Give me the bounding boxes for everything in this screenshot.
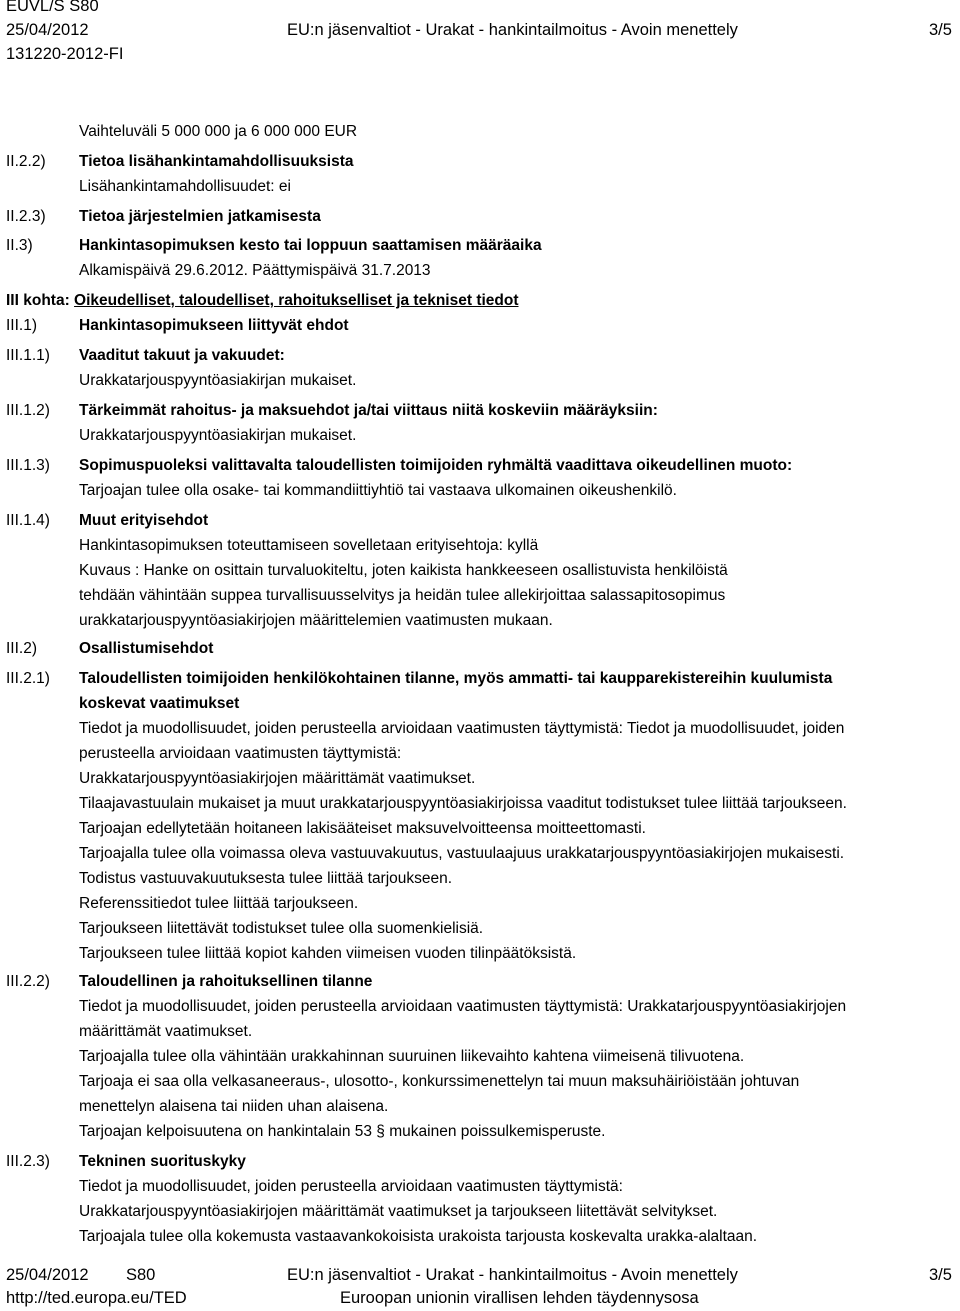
header-page: 3/5 [929,21,952,39]
section-number: III.2.3) [6,1153,50,1170]
body-line: Alkamispäivä 29.6.2012. Päättymispäivä 31.7.2013 [79,262,431,279]
footer-title: EU:n jäsenvaltiot - Urakat - hankintailmoitus - Avoin menettely [287,1266,738,1284]
body-line: Hankintasopimuksen toteuttamiseen sovelletaan erityisehtoja: kyllä [79,537,539,554]
body-line: Tiedot ja muodollisuudet, joiden perusteella arvioidaan vaatimusten täyttymistä: Urakkatarjouspyyntöasiakirjojen [79,998,847,1015]
body-line: tehdään vähintään suppea turvallisuusselvitys ja heidän tulee allekirjoittaa salassapitosopimus [79,587,726,604]
body-heading: koskevat vaatimukset [79,695,240,712]
body-line: Tiedot ja muodollisuudet, joiden perusteella arvioidaan vaatimusten täyttymistä: [79,1178,623,1195]
body-line: Tarjoajalla tulee olla voimassa oleva vastuuvakuutus, vastuulaajuus urakkatarjouspyyntöasiakirjojen mukaisesti. [79,845,845,862]
section-number: II.2.3) [6,208,46,225]
body-line: Tiedot ja muodollisuudet, joiden perusteella arvioidaan vaatimusten täyttymistä: Tiedot ja muodollisuudet, joiden [79,720,845,737]
section-number: III.2) [6,640,38,657]
body-line: urakkatarjouspyyntöasiakirjojen määrittelemien vaatimusten mukaan. [79,612,553,629]
body-line: Kuvaus : Hanke on osittain turvaluokiteltu, joten kaikista hankkeeseen osallistuvista henkilöistä [79,562,728,579]
body-line: Tarjoukseen tulee liittää kopiot kahden viimeisen vuoden tilinpäätöksistä. [79,945,577,962]
part-heading [6,292,519,311]
footer-date: 25/04/2012 [6,1266,89,1284]
body-heading: Hankintasopimukseen liittyvät ehdot [79,317,349,334]
body-heading: Muut erityisehdot [79,512,209,529]
header-ref: 131220-2012-FI [6,45,124,63]
part-prefix: III kohta: [6,292,70,309]
body-line: Tarjoaja ei saa olla velkasaneeraus-, ulosotto-, konkurssimenettelyn tai muun maksuhäiriöistään johtuvan [79,1073,800,1090]
body-line: Lisähankintamahdollisuudet: ei [79,178,291,195]
body-line: perusteella arvioidaan vaatimusten täyttymistä: [79,745,402,762]
body-line: Urakkatarjouspyyntöasiakirjan mukaiset. [79,427,357,444]
body-line: Tarjoajan tulee olla osake- tai kommandiittiyhtiö tai vastaava ulkomainen oikeushenkilö. [79,482,677,499]
header-title: EU:n jäsenvaltiot - Urakat - hankintailmoitus - Avoin menettely [287,21,738,39]
body-heading: Osallistumisehdot [79,640,214,657]
body-line: Tarjoajala tulee olla kokemusta vastaavankokoisista urakoista tarjousta koskevalta urakka-alaltaan. [79,1228,758,1245]
body-line: Referenssitiedot tulee liittää tarjoukseen. [79,895,359,912]
body-heading: Taloudellinen ja rahoituksellinen tilanne [79,973,373,990]
body-line: Urakkatarjouspyyntöasiakirjan mukaiset. [79,372,357,389]
body-heading: Sopimuspuoleksi valittavalta taloudellisten toimijoiden ryhmältä vaadittava oikeudellinen muoto: [79,457,793,474]
body-heading: Tekninen suorituskyky [79,1153,246,1170]
section-number: III.2.1) [6,670,50,687]
body-line: Urakkatarjouspyyntöasiakirjojen määrittämät vaatimukset ja tarjoukseen liitettävät selvitykset. [79,1203,718,1220]
body-heading: Hankintasopimuksen kesto tai loppuun saattamisen määräaika [79,237,542,254]
body-heading: Tietoa järjestelmien jatkamisesta [79,208,321,225]
body-line: Tarjoukseen liitettävät todistukset tulee olla suomenkielisiä. [79,920,484,937]
body-line: Tilaajavastuulain mukaiset ja muut urakkatarjouspyyntöasiakirjoissa vaaditut todistukset tulee liittää tarjoukseen. [79,795,847,812]
section-number: III.1.4) [6,512,50,529]
body-line: menettelyn alaisena tai niiden uhan alaisena. [79,1098,389,1115]
footer-url[interactable]: http://ted.europa.eu/TED [6,1289,187,1307]
body-line: määrittämät vaatimukset. [79,1023,253,1040]
body-line: Tarjoajan edellytetään hoitaneen lakisääteiset maksuvelvoitteensa moitteettomasti. [79,820,646,837]
body-heading: Vaaditut takuut ja vakuudet: [79,347,285,364]
body-heading: Tietoa lisähankintamahdollisuuksista [79,153,354,170]
body-heading: Tärkeimmät rahoitus- ja maksuehdot ja/tai viittaus niitä koskeviin määräyksiin: [79,402,658,419]
section-number: II.2.2) [6,153,46,170]
body-line: Tarjoajan kelpoisuutena on hankintalain 53 § mukainen poissulkemisperuste. [79,1123,606,1140]
section-number: III.2.2) [6,973,50,990]
header-date: 25/04/2012 [6,21,89,39]
part-title: Oikeudelliset, taloudelliset, rahoitukselliset ja tekniset tiedot [74,292,519,309]
footer-publisher: Euroopan unionin virallisen lehden täydennysosa [340,1289,699,1307]
body-line: Vaihteluväli 5 000 000 ja 6 000 000 EUR [79,123,358,140]
body-line: Todistus vastuuvakuutuksesta tulee liittää tarjoukseen. [79,870,453,887]
body-line: Urakkatarjouspyyntöasiakirjojen määrittämät vaatimukset. [79,770,476,787]
footer-page: 3/5 [929,1266,952,1284]
section-number: II.3) [6,237,33,254]
body-heading: Taloudellisten toimijoiden henkilökohtainen tilanne, myös ammatti- tai kaupparekistereihin kuulumista [79,670,833,687]
section-number: III.1.2) [6,402,50,419]
footer-code: S80 [126,1266,156,1284]
body-line: Tarjoajalla tulee olla vähintään urakkahinnan suuruinen liikevaihto kahtena viimeisenä tilivuotena. [79,1048,745,1065]
doc-code: EUVL/S S80 [6,0,99,15]
section-number: III.1.1) [6,347,50,364]
section-number: III.1) [6,317,38,334]
section-number: III.1.3) [6,457,50,474]
